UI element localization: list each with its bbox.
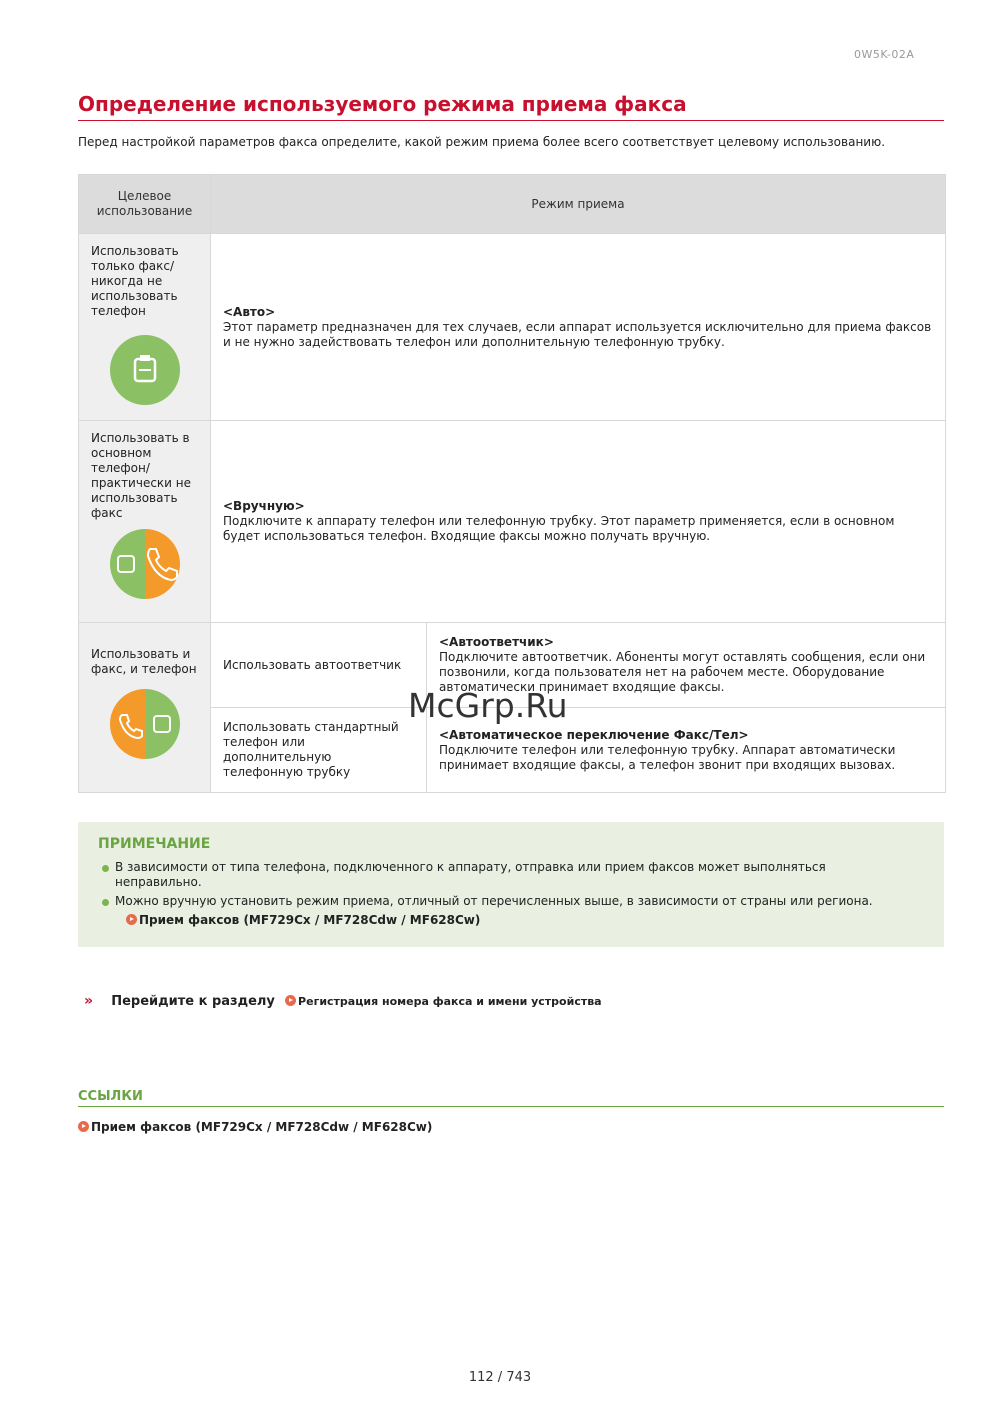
page-number: 112 / 743 bbox=[468, 1370, 532, 1385]
watermark: McGrp.Ru bbox=[408, 686, 568, 725]
phone-fax-icon bbox=[110, 689, 180, 759]
bullet-icon bbox=[102, 865, 109, 872]
next-section-label: Перейдите к разделу bbox=[111, 994, 275, 1009]
table-row bbox=[79, 421, 946, 623]
link-receiving-faxes[interactable]: Прием факсов (MF729Cx / MF728Cdw / MF628Cw) bbox=[78, 1120, 432, 1134]
note-item: Можно вручную установить режим приема, отличный от перечисленных выше, в зависимости от страны или региона. bbox=[115, 894, 873, 908]
next-section bbox=[84, 993, 602, 1009]
intro-text: Перед настройкой параметров факса определите, какой режим приема более всего соответствует целевому использованию. bbox=[78, 135, 886, 149]
links-title: ССЫЛКИ bbox=[78, 1089, 143, 1104]
document-code: 0W5K-02A bbox=[854, 48, 915, 61]
use-cell: Использовать и факс, и телефон bbox=[79, 623, 211, 793]
double-chevron-icon: » bbox=[84, 993, 94, 1009]
page-title: Определение используемого режима приема факса bbox=[78, 92, 687, 116]
mode-cell: <Автоответчик> Подключите автоответчик. Абоненты могут оставлять сообщения, если они позвонили, когда пользователя нет на рабочем месте. Оборудование автоматически принимает входящие факсы. bbox=[427, 623, 946, 708]
note-box bbox=[78, 822, 944, 947]
bullet-icon bbox=[102, 899, 109, 906]
fax-phone-icon bbox=[110, 529, 180, 599]
next-section-link[interactable]: Регистрация номера факса и имени устройства bbox=[285, 995, 602, 1008]
table-row bbox=[79, 234, 946, 421]
use-cell: Использовать только факс/ никогда не использовать телефон bbox=[79, 234, 211, 421]
title-divider bbox=[78, 120, 944, 121]
link-arrow-icon bbox=[285, 995, 296, 1006]
link-arrow-icon bbox=[78, 1121, 89, 1132]
mode-cell: <Авто> Этот параметр предназначен для тех случаев, если аппарат используется исключительно для приема факсов и не нужно задействовать телефон или дополнительную телефонную трубку. bbox=[211, 234, 946, 421]
links-divider bbox=[78, 1106, 944, 1107]
note-link-receiving-faxes[interactable]: Прием факсов (MF729Cx / MF728Cdw / MF628Cw) bbox=[126, 913, 480, 927]
note-title: ПРИМЕЧАНИЕ bbox=[98, 836, 211, 852]
fax-icon bbox=[110, 335, 180, 405]
column-header-use: Целевое использование bbox=[79, 175, 211, 234]
mode-cell: <Автоматическое переключение Факс/Тел> Подключите телефон или телефонную трубку. Аппарат автоматически принимает входящие факсы, а телефон звонит при входящих вызовах. bbox=[427, 708, 946, 793]
mode-cell: <Вручную> Подключите к аппарату телефон или телефонную трубку. Этот параметр применяется, если в основном будет использоваться телефон. Входящие факсы можно получать вручную. bbox=[211, 421, 946, 623]
link-arrow-icon bbox=[126, 914, 137, 925]
use-cell: Использовать в основном телефон/ практически не использовать факс bbox=[79, 421, 211, 623]
column-header-mode: Режим приема bbox=[211, 175, 946, 234]
case-cell: Использовать стандартный телефон или дополнительную телефонную трубку bbox=[211, 708, 427, 793]
case-cell: Использовать автоответчик bbox=[211, 623, 427, 708]
note-item: В зависимости от типа телефона, подключенного к аппарату, отправка или прием факсов может выполняться неправильно. bbox=[115, 860, 826, 889]
